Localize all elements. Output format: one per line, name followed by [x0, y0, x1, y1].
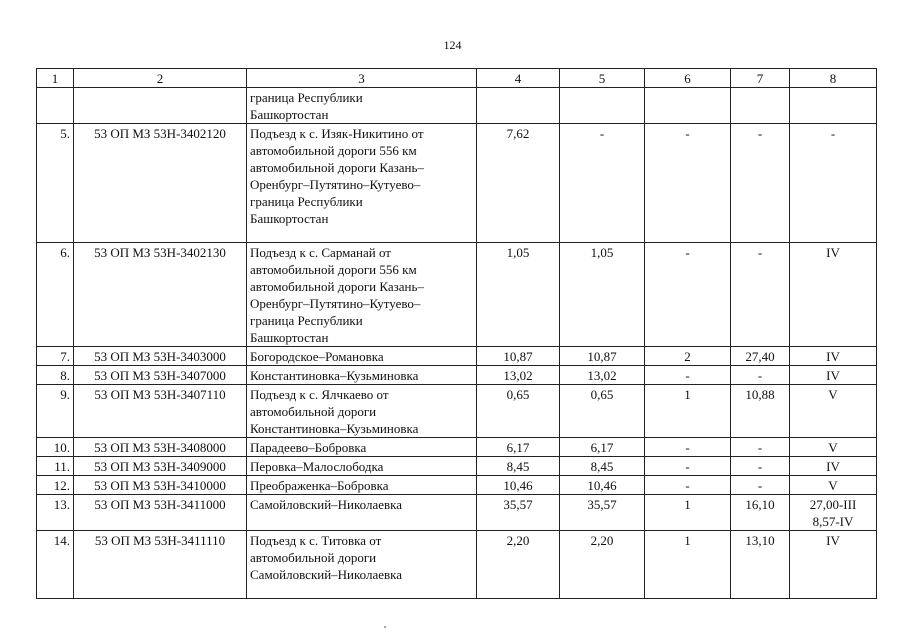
row-number-cell: 9.: [37, 385, 74, 438]
length-2-cell: -: [731, 457, 790, 476]
count-cell: -: [645, 438, 731, 457]
header-cell: 3: [247, 69, 477, 88]
road-name-cell: [247, 347, 477, 366]
length-total-cell: [477, 88, 560, 124]
count-cell: -: [645, 476, 731, 495]
road-code-cell: 53 ОП МЗ 53Н-3409000: [74, 457, 247, 476]
category-cell: [790, 124, 877, 243]
road-name-line: Подъезд к с. Изяк-Никитино от: [250, 126, 424, 141]
category-line: IV: [826, 368, 840, 383]
road-name-line: Богородское–Романовка: [250, 349, 384, 364]
category-cell: [790, 385, 877, 438]
length-paved-cell: 8,45: [560, 457, 645, 476]
count-cell: -: [645, 243, 731, 347]
road-name-cell: [247, 438, 477, 457]
table-body: [37, 69, 877, 599]
count-cell: 1: [645, 531, 731, 599]
category-line: V: [828, 440, 838, 455]
header-cell: 4: [477, 69, 560, 88]
road-name-line: автомобильной дороги: [250, 550, 377, 565]
road-name-line: Подъезд к с. Титовка от: [250, 533, 382, 548]
road-name-cell: [247, 457, 477, 476]
road-code-cell: 53 ОП МЗ 53Н-3410000: [74, 476, 247, 495]
length-total-cell: 8,45: [477, 457, 560, 476]
length-total-cell: 0,65: [477, 385, 560, 438]
length-2-cell: -: [731, 124, 790, 243]
road-code-cell: [74, 88, 247, 124]
length-total-cell: 6,17: [477, 438, 560, 457]
length-paved-cell: -: [560, 124, 645, 243]
header-cell: 7: [731, 69, 790, 88]
length-2-cell: -: [731, 476, 790, 495]
length-total-cell: 35,57: [477, 495, 560, 531]
table-row: [37, 457, 877, 476]
length-2-cell: 27,40: [731, 347, 790, 366]
row-number-cell: 8.: [37, 366, 74, 385]
road-name-line: автомобильной дороги Казань–: [250, 160, 424, 175]
road-code-cell: 53 ОП МЗ 53Н-3407110: [74, 385, 247, 438]
length-paved-cell: 6,17: [560, 438, 645, 457]
category-line: IV: [826, 533, 840, 548]
row-number-cell: 14.: [37, 531, 74, 599]
row-number-cell: 12.: [37, 476, 74, 495]
length-total-cell: 10,87: [477, 347, 560, 366]
count-cell: [645, 88, 731, 124]
count-cell: -: [645, 366, 731, 385]
category-cell: [790, 366, 877, 385]
road-name-line: автомобильной дороги: [250, 404, 377, 419]
road-name-cell: [247, 495, 477, 531]
length-2-cell: 13,10: [731, 531, 790, 599]
category-line: -: [830, 126, 836, 141]
length-paved-cell: 10,87: [560, 347, 645, 366]
road-code-cell: 53 ОП МЗ 53Н-3403000: [74, 347, 247, 366]
length-total-cell: 10,46: [477, 476, 560, 495]
road-name-line: Подъезд к с. Сарманай от: [250, 245, 391, 260]
road-code-cell: 53 ОП МЗ 53Н-3411110: [74, 531, 247, 599]
header-cell: 6: [645, 69, 731, 88]
table-row: [37, 243, 877, 347]
length-2-cell: -: [731, 243, 790, 347]
header-cell: 5: [560, 69, 645, 88]
header-cell: 1: [37, 69, 74, 88]
road-name-line: граница Республики: [250, 313, 363, 328]
count-cell: 1: [645, 495, 731, 531]
header-cell: 2: [74, 69, 247, 88]
category-cell: [790, 243, 877, 347]
category-line: IV: [826, 459, 840, 474]
category-cell: [790, 476, 877, 495]
road-name-line: граница Республики: [250, 90, 363, 105]
road-name-line: Подъезд к с. Ялчкаево от: [250, 387, 389, 402]
count-cell: 2: [645, 347, 731, 366]
road-name-line: Башкортостан: [250, 211, 329, 226]
count-cell: -: [645, 124, 731, 243]
road-name-line: Самойловский–Николаевка: [250, 497, 403, 512]
category-line: IV: [826, 245, 840, 260]
category-cell: [790, 457, 877, 476]
row-number-cell: 7.: [37, 347, 74, 366]
category-line: IV: [826, 349, 840, 364]
road-code-cell: 53 ОП МЗ 53Н-3408000: [74, 438, 247, 457]
road-name-line: Преображенка–Бобровка: [250, 478, 389, 493]
scan-speck: [384, 626, 386, 628]
table-header-row: [37, 69, 877, 88]
road-code-cell: 53 ОП МЗ 53Н-3411000: [74, 495, 247, 531]
row-number-cell: 5.: [37, 124, 74, 243]
road-name-line: Башкортостан: [250, 107, 329, 122]
road-name-cell: [247, 385, 477, 438]
length-2-cell: 16,10: [731, 495, 790, 531]
road-name-line: автомобильной дороги Казань–: [250, 279, 424, 294]
category-line: V: [828, 387, 838, 402]
length-paved-cell: [560, 88, 645, 124]
length-total-cell: 7,62: [477, 124, 560, 243]
length-paved-cell: 1,05: [560, 243, 645, 347]
road-name-line: автомобильной дороги 556 км: [250, 262, 417, 277]
table-row: [37, 124, 877, 243]
category-cell: [790, 347, 877, 366]
length-paved-cell: 2,20: [560, 531, 645, 599]
category-cell: [790, 438, 877, 457]
road-name-cell: [247, 366, 477, 385]
table-row: [37, 495, 877, 531]
row-number-cell: 6.: [37, 243, 74, 347]
table-row: [37, 385, 877, 438]
road-name-line: Константиновка–Кузьминовка: [250, 421, 419, 436]
category-cell: [790, 88, 877, 124]
row-number-cell: 10.: [37, 438, 74, 457]
road-name-line: Башкортостан: [250, 330, 329, 345]
table-row: [37, 438, 877, 457]
length-paved-cell: 35,57: [560, 495, 645, 531]
length-2-cell: -: [731, 366, 790, 385]
roads-table: [36, 68, 877, 599]
road-name-cell: [247, 124, 477, 243]
road-name-cell: [247, 531, 477, 599]
table-row: [37, 347, 877, 366]
row-number-cell: [37, 88, 74, 124]
header-cell: 8: [790, 69, 877, 88]
road-name-line: Перовка–Малослободка: [250, 459, 384, 474]
category-line: 8,57-IV: [812, 514, 854, 529]
road-name-cell: [247, 476, 477, 495]
category-line: V: [828, 478, 838, 493]
length-2-cell: [731, 88, 790, 124]
length-total-cell: 2,20: [477, 531, 560, 599]
road-name-line: автомобильной дороги 556 км: [250, 143, 417, 158]
road-code-cell: 53 ОП МЗ 53Н-3407000: [74, 366, 247, 385]
length-paved-cell: 13,02: [560, 366, 645, 385]
road-code-cell: 53 ОП МЗ 53Н-3402120: [74, 124, 247, 243]
category-cell: [790, 531, 877, 599]
length-paved-cell: 0,65: [560, 385, 645, 438]
road-name-line: Константиновка–Кузьминовка: [250, 368, 419, 383]
table-row: [37, 531, 877, 599]
road-name-cell: [247, 243, 477, 347]
count-cell: -: [645, 457, 731, 476]
length-2-cell: 10,88: [731, 385, 790, 438]
category-line: 27,00-III: [809, 497, 857, 512]
road-name-line: Парадеево–Бобровка: [250, 440, 367, 455]
road-name-line: Самойловский–Николаевка: [250, 567, 403, 582]
table-row: [37, 88, 877, 124]
road-name-line: Оренбург–Путятино–Кутуево–: [250, 296, 421, 311]
page-number: 124: [443, 38, 462, 52]
length-total-cell: 13,02: [477, 366, 560, 385]
length-paved-cell: 10,46: [560, 476, 645, 495]
table-row: [37, 476, 877, 495]
road-code-cell: 53 ОП МЗ 53Н-3402130: [74, 243, 247, 347]
road-name-cell: [247, 88, 477, 124]
length-total-cell: 1,05: [477, 243, 560, 347]
length-2-cell: -: [731, 438, 790, 457]
road-name-line: граница Республики: [250, 194, 363, 209]
count-cell: 1: [645, 385, 731, 438]
category-cell: [790, 495, 877, 531]
row-number-cell: 11.: [37, 457, 74, 476]
row-number-cell: 13.: [37, 495, 74, 531]
table-row: [37, 366, 877, 385]
road-name-line: Оренбург–Путятино–Кутуево–: [250, 177, 421, 192]
